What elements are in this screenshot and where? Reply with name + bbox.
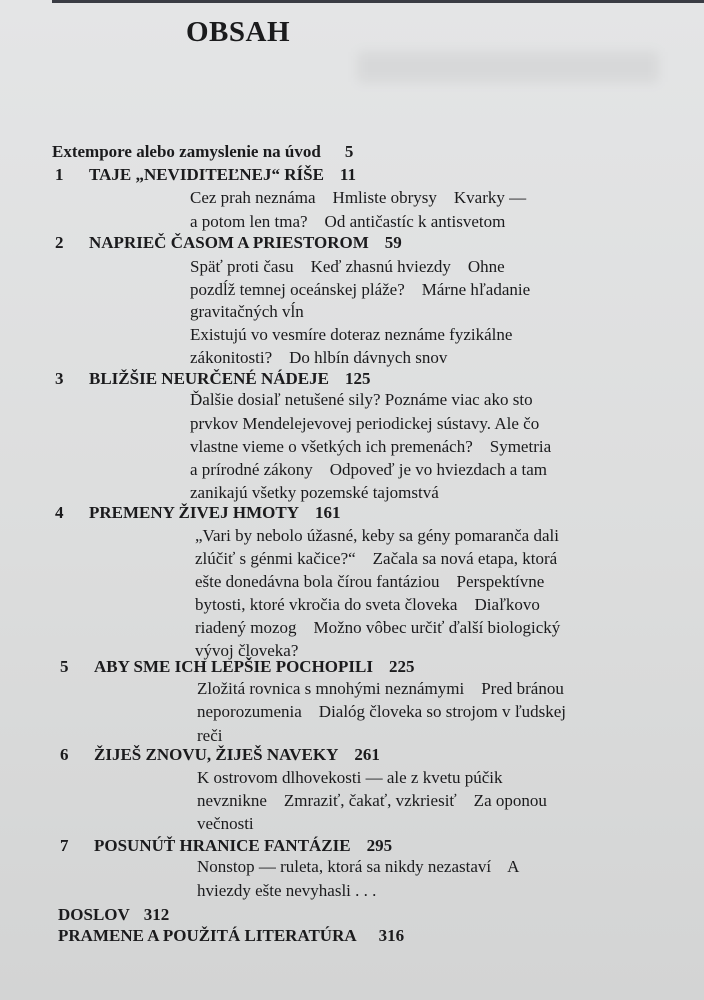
chapter-subtopics-line: zlúčiť s génmi kačice?“ Začala sa nová etapa, ktorá (195, 549, 558, 568)
chapter-title: TAJE „NEVIDITEĽNEJ“ RÍŠE (89, 165, 324, 184)
chapter-subtopics-line: zákonitosti? Do hlbín dávnych snov (190, 348, 448, 367)
chapter-subtopics-line: K ostrovom dlhovekosti — ale z kvetu púčik (197, 768, 503, 787)
chapter-number: 5 (60, 657, 69, 676)
top-rule (52, 0, 704, 3)
chapter-page: 295 (366, 836, 393, 855)
closing-entry (58, 905, 169, 925)
chapter-heading (55, 233, 402, 253)
chapter-heading (55, 165, 356, 185)
chapter-page: 161 (315, 503, 341, 522)
chapter-heading (55, 369, 370, 389)
closing-label: PRAMENE A POUŽITÁ LITERATÚRA (58, 926, 357, 945)
closing-page: 312 (143, 905, 170, 924)
chapter-subtopics-line: Späť proti času Keď zhasnú hviezdy Ohne (190, 257, 505, 276)
closing-label: DOSLOV (58, 905, 130, 924)
chapter-subtopics-line: a potom len tma? Od antičastíc k antisvetom (190, 212, 506, 231)
chapter-number: 4 (55, 503, 64, 522)
chapter-subtopics-line: Nonstop — ruleta, ktorá sa nikdy nezastaví A (197, 857, 520, 876)
chapter-heading (60, 836, 392, 856)
chapter-title: BLIŽŠIE NEURČENÉ NÁDEJE (89, 369, 329, 388)
closing-entry (58, 926, 404, 946)
chapter-page: 59 (384, 233, 402, 252)
chapter-page: 125 (344, 369, 371, 388)
chapter-subtopics-line: hviezdy ešte nevyhasli . . . (197, 881, 377, 900)
chapter-subtopics-line: večnosti (197, 814, 254, 833)
chapter-page: 261 (354, 745, 380, 764)
chapter-heading (60, 657, 414, 677)
chapter-subtopics-line: neporozumenia Dialóg človeka so strojom v ľudskej (197, 702, 567, 721)
chapter-subtopics-line: Ďalšie dosiaľ netušené sily? Poznáme viac ako sto (190, 390, 533, 409)
chapter-number: 7 (60, 836, 69, 855)
chapter-subtopics-line: zanikajú všetky pozemské tajomstvá (190, 483, 439, 502)
chapter-title: ŽIJEŠ ZNOVU, ŽIJEŠ NAVEKY (94, 745, 339, 764)
chapter-subtopics-line: a prírodné zákony Odpoveď je vo hviezdach a tam (190, 460, 547, 479)
chapter-subtopics-line: ešte donedávna bola čírou fantáziou Perspektívne (195, 572, 545, 591)
chapter-subtopics-line: prvkov Mendelejevovej periodickej sústavy. Ale čo (190, 414, 540, 433)
show-through-shadow (358, 52, 658, 82)
chapter-title: PREMENY ŽIVEJ HMOTY (89, 503, 299, 522)
chapter-number: 6 (60, 745, 69, 764)
chapter-subtopics-line: vlastne vieme o všetkých ich premenách? Symetria (190, 437, 552, 456)
chapter-subtopics-line: pozdĺž temnej oceánskej pláže? Márne hľadanie (190, 280, 531, 299)
chapter-heading (60, 745, 380, 765)
intro-page: 5 (344, 142, 354, 161)
chapter-heading (55, 503, 341, 523)
chapter-page: 225 (388, 657, 415, 676)
chapter-subtopics-line: nevznikne Zmraziť, čakať, vzkriesiť Za oponou (197, 791, 547, 810)
closing-page: 316 (378, 926, 405, 945)
chapter-subtopics-line: gravitačných vĺn (190, 302, 304, 321)
chapter-title: POSUNÚŤ HRANICE FANTÁZIE (94, 836, 351, 855)
chapter-subtopics-line: Cez prah neznáma Hmliste obrysy Kvarky — (190, 188, 527, 207)
chapter-subtopics-line: Zložitá rovnica s mnohými neznámymi Pred bránou (197, 679, 564, 698)
chapter-subtopics-line: bytosti, ktoré vkročia do sveta človeka Diaľkovo (195, 595, 540, 614)
chapter-subtopics-line: vývoj človeka? (195, 641, 299, 660)
chapter-subtopics-line: Existujú vo vesmíre doteraz neznáme fyzikálne (190, 325, 513, 344)
chapter-number: 3 (55, 369, 64, 388)
chapter-subtopics-line: riadený mozog Možno vôbec určiť ďalší biologický (195, 618, 561, 637)
chapter-subtopics-line: „Vari by nebolo úžasné, keby sa gény pomaranča dali (195, 526, 559, 545)
chapter-title: NAPRIEČ ČASOM A PRIESTOROM (89, 233, 369, 252)
intro-label: Extempore alebo zamyslenie na úvod (52, 142, 321, 161)
chapter-page: 11 (339, 165, 356, 184)
page-title: OBSAH (186, 16, 291, 48)
intro-entry (52, 142, 353, 162)
chapter-number: 1 (55, 165, 64, 184)
chapter-title: ABY SME ICH LEPŠIE POCHOPILI (94, 657, 373, 676)
chapter-number: 2 (55, 233, 64, 252)
chapter-subtopics-line: reči (197, 726, 223, 745)
